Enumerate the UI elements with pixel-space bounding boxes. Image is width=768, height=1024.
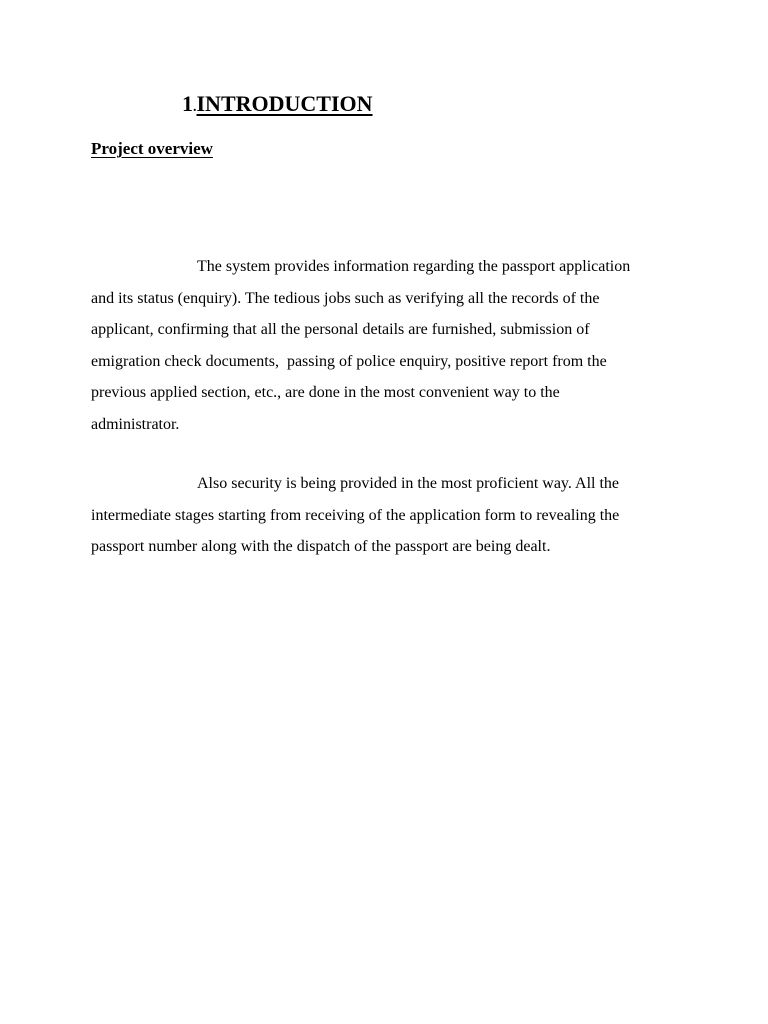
paragraph-line: administrator.	[91, 415, 180, 433]
chapter-number: 1	[182, 91, 193, 116]
paragraph-line: applicant, confirming that all the personal details are furnished, submission of	[91, 321, 590, 338]
section-heading: Project overview	[91, 139, 213, 158]
overview-paragraph-1	[91, 251, 691, 440]
paragraph-line: and its status (enquiry). The tedious jobs such as verifying all the records of the	[91, 289, 600, 307]
chapter-heading	[182, 93, 373, 115]
paragraph-line: passport number along with the dispatch of the passport are being dealt.	[91, 538, 551, 555]
chapter-number-dot: .	[193, 100, 197, 115]
paragraph-line: The system provides information regarding the passport application	[197, 258, 631, 275]
chapter-title: INTRODUCTION	[196, 91, 373, 116]
paragraph-line: Also security is being provided in the most proficient way. All the	[197, 475, 619, 492]
paragraph-line: emigration check documents, passing of police enquiry, positive report from the	[91, 352, 607, 370]
paragraph-line: intermediate stages starting from receiving of the application form to revealing the	[91, 506, 620, 524]
paragraph-line: previous applied section, etc., are done in the most convenient way to the	[91, 384, 560, 401]
overview-paragraph-2	[91, 468, 691, 563]
